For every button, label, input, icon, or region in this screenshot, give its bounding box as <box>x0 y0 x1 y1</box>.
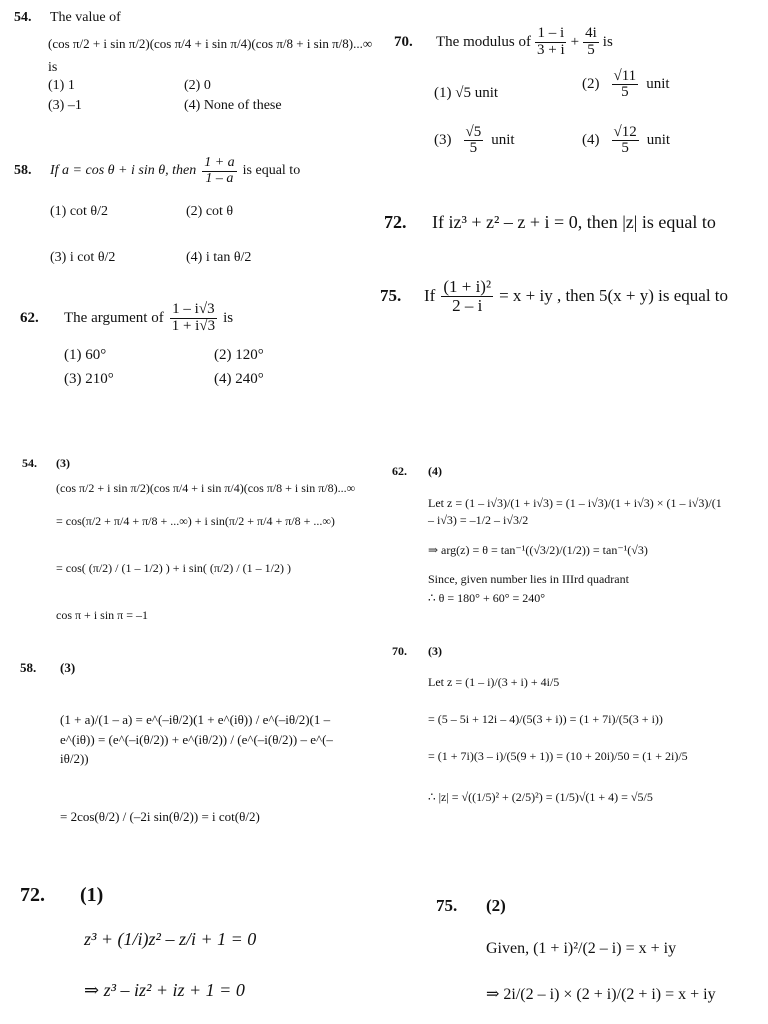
question-number: 62. <box>20 309 39 326</box>
question-text: If <box>424 286 436 306</box>
question-text: The modulus of <box>436 33 531 50</box>
question-expression: (cos π/2 + i sin π/2)(cos π/4 + i sin π/4)(cos π/8 + i sin π/8)...∞ <box>48 36 373 51</box>
solution-number: 62. <box>392 464 407 478</box>
option-3: (3) –1 <box>48 98 82 113</box>
solution-58 <box>20 660 370 825</box>
question-70 <box>394 26 734 179</box>
solution-75 <box>436 896 756 1004</box>
fraction-2: $\frac{4i}{5}$ <box>585 25 597 58</box>
solution-line: cos π + i sin π = –1 <box>56 608 148 622</box>
question-72 <box>384 212 716 233</box>
question-text-tail: is <box>223 309 234 326</box>
solution-72 <box>20 884 380 1001</box>
solution-answer: (3) <box>428 644 442 658</box>
solution-line: = 2cos(θ/2) / (–2i sin(θ/2)) = i cot(θ/2) <box>60 808 260 824</box>
question-text-tail: is <box>602 33 613 50</box>
solution-number: 70. <box>392 644 407 658</box>
solution-line: Since, given number lies in IIIrd quadrant <box>428 571 629 586</box>
question-number: 72. <box>384 212 407 232</box>
solution-line: = cos( (π/2) / (1 – 1/2) ) + i sin( (π/2) / (1 – 1/2) ) <box>56 561 291 575</box>
question-number: 54. <box>14 10 32 25</box>
plus-sign: + <box>570 33 580 50</box>
question-text: The argument of <box>64 309 164 326</box>
solution-line: (cos π/2 + i sin π/2)(cos π/4 + i sin π/4)(cos π/8 + i sin π/8)...∞ <box>56 481 356 495</box>
option-4: (4) None of these <box>184 98 282 113</box>
question-text: If a = cos θ + i sin θ, then <box>50 163 197 179</box>
question-text: If iz³ + z² – z + i = 0, then |z| is equal to <box>432 212 716 232</box>
option-1: (1) 60° <box>64 346 107 363</box>
fraction: $\frac{1 - i√3}{1 + i√3}$ <box>171 301 216 334</box>
option-1: (1) 1 <box>48 78 75 93</box>
question-number: 58. <box>14 163 32 179</box>
option-1: (1) cot θ/2 <box>50 204 109 220</box>
option-3: (3) 210° <box>64 370 114 387</box>
option-4: (4) $\frac{√12}{5}$ unit <box>582 123 671 157</box>
solution-answer: (4) <box>428 464 442 478</box>
solution-line: Given, (1 + i)²/(2 – i) = x + iy <box>486 940 677 957</box>
option-2: (2) $\frac{√11}{5}$ unit <box>582 67 670 101</box>
question-number: 70. <box>394 33 413 50</box>
question-text-tail: = x + iy , then 5(x + y) is equal to <box>499 286 729 306</box>
solution-number: 54. <box>22 456 37 470</box>
solution-line: = (1 + 7i)(3 – i)/(5(9 + 1)) = (10 + 20i)/50 = (1 + 2i)/5 <box>428 749 688 763</box>
solution-line: (1 + a)/(1 – a) = e^(–iθ/2)(1 + e^(iθ)) / e^(–iθ/2)(1 – e^(iθ)) = (e^(–i(θ/2)) + e^(iθ/2)) / (e^(–i(θ/2)) – e^(–iθ/2)) <box>60 712 333 766</box>
fraction: $\frac{1 + a}{1 - a}$ <box>204 155 235 186</box>
solution-line: Let z = (1 – i)/(3 + i) + 4i/5 <box>428 675 560 689</box>
option-3: (3) $\frac{√5}{5}$ unit <box>434 123 515 157</box>
question-number: 75. <box>380 286 402 306</box>
option-1: (1) √5 unit <box>434 84 499 101</box>
solution-answer: (3) <box>56 456 70 470</box>
solution-answer: (1) <box>80 884 104 906</box>
option-2: (2) 0 <box>184 78 211 93</box>
solution-number: 58. <box>20 660 37 675</box>
question-58 <box>14 156 354 280</box>
solution-62 <box>392 464 752 606</box>
question-62 <box>20 302 340 391</box>
solution-answer: (3) <box>60 660 76 675</box>
option-3: (3) i cot θ/2 <box>50 250 116 266</box>
question-75 <box>380 278 728 315</box>
fraction-1: $\frac{1 - i}{3 + i}$ <box>537 25 565 58</box>
question-54 <box>14 10 373 116</box>
option-4: (4) 240° <box>214 370 264 387</box>
solution-number: 75. <box>436 896 458 915</box>
option-2: (2) 120° <box>214 346 264 363</box>
solution-line: ⇒ z³ – iz² + iz + 1 = 0 <box>84 980 245 1000</box>
solution-line: = cos(π/2 + π/4 + π/8 + ...∞) + i sin(π/2 + π/4 + π/8 + ...∞) <box>56 514 335 528</box>
solution-line: = (5 – 5i + 12i – 4)/(5(3 + i)) = (1 + 7i)/(5(3 + i)) <box>428 712 663 726</box>
question-text: The value of <box>50 10 121 25</box>
solution-line: ∴ θ = 180° + 60° = 240° <box>428 590 546 605</box>
option-2: (2) cot θ <box>186 204 234 220</box>
solution-70 <box>392 644 752 805</box>
solution-54 <box>22 456 362 623</box>
solution-line: ⇒ arg(z) = θ = tan⁻¹((√3/2)/(1/2)) = tan⁻¹(√3) <box>428 542 648 557</box>
solution-line: ∴ |z| = √((1/5)² + (2/5)²) = (1/5)√(1 + 4) = √5/5 <box>428 790 653 804</box>
fraction: $\frac{\text{(1 + i)²}}{2 - i}$ <box>443 277 492 315</box>
question-text-is: is <box>48 60 58 75</box>
question-text-tail: is equal to <box>242 163 301 179</box>
solution-line: ⇒ 2i/(2 – i) × (2 + i)/(2 + i) = x + iy <box>486 986 716 1003</box>
solution-number: 72. <box>20 884 45 906</box>
option-4: (4) i tan θ/2 <box>186 250 252 266</box>
solution-line: z³ + (1/i)z² – z/i + 1 = 0 <box>84 929 257 949</box>
solution-answer: (2) <box>486 896 506 915</box>
solution-line: Let z = (1 – i√3)/(1 + i√3) = (1 – i√3)/(1 + i√3) × (1 – i√3)/(1 – i√3) = –1/2 – i√3/2 <box>428 496 722 527</box>
